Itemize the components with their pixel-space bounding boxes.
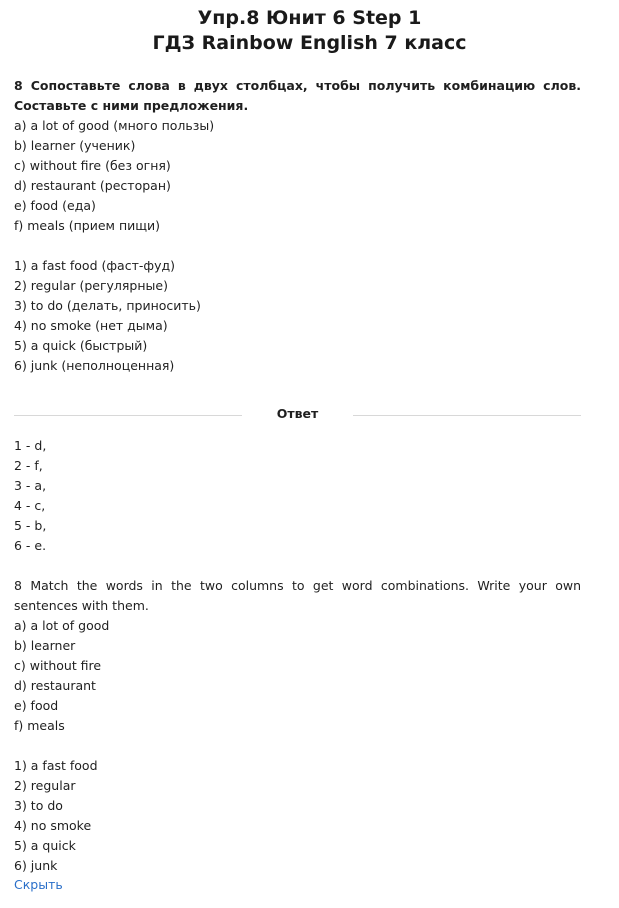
page-title <box>0 0 619 56</box>
list-item: 5) a quick (быстрый) <box>14 338 148 353</box>
list-item: d) restaurant <box>14 678 96 693</box>
task-instruction-ru: 8 Сопоставьте слова в двух столбцах, чтобы получить комбинацию слов. Составьте с ними предложения. <box>14 78 581 113</box>
list-item: e) food (еда) <box>14 198 96 213</box>
list-item: c) without fire <box>14 658 102 673</box>
word-list-en-left <box>14 616 581 736</box>
list-item: d) restaurant (ресторан) <box>14 178 171 193</box>
list-item: 6) junk (неполноценная) <box>14 358 175 373</box>
list-item: c) without fire (без огня) <box>14 158 171 173</box>
word-list-en-right <box>14 756 581 876</box>
list-item: b) learner <box>14 638 76 653</box>
word-list-ru-left <box>14 116 581 236</box>
answer-item: 2 - f, <box>14 458 43 473</box>
list-item: b) learner (ученик) <box>14 138 136 153</box>
answer-item: 5 - b, <box>14 518 47 533</box>
list-item: 4) no smoke <box>14 818 92 833</box>
answer-item: 6 - e. <box>14 538 47 553</box>
list-item: 2) regular (регулярные) <box>14 278 168 293</box>
word-list-ru-right <box>14 256 581 376</box>
task-instruction-en: 8 Match the words in the two columns to get word combinations. Write your own sentences with them. <box>14 578 581 613</box>
hide-answer-link[interactable]: Скрыть <box>14 877 63 892</box>
list-item: 4) no smoke (нет дыма) <box>14 318 168 333</box>
page-title-line-1: Упр.8 Юнит 6 Step 1 <box>197 7 422 29</box>
answer-item: 4 - c, <box>14 498 46 513</box>
list-item: 3) to do <box>14 798 63 813</box>
list-item: 1) a fast food <box>14 758 98 773</box>
answer-divider <box>14 404 581 426</box>
list-item: a) a lot of good (много пользы) <box>14 118 215 133</box>
list-item: 3) to do (делать, приносить) <box>14 298 201 313</box>
list-item: 2) regular <box>14 778 76 793</box>
list-item: 6) junk <box>14 858 58 873</box>
list-item: 5) a quick <box>14 838 76 853</box>
list-item: f) meals (прием пищи) <box>14 218 161 233</box>
page-title-line-2: ГДЗ Rainbow English 7 класс <box>152 32 467 54</box>
divider-line-right <box>353 415 581 416</box>
list-item: e) food <box>14 698 59 713</box>
answer-heading: Ответ <box>276 406 319 421</box>
list-item: 1) a fast food (фаст-фуд) <box>14 258 175 273</box>
list-item: f) meals <box>14 718 65 733</box>
list-item: a) a lot of good <box>14 618 110 633</box>
answer-item: 3 - a, <box>14 478 47 493</box>
answer-list <box>14 436 581 556</box>
answer-item: 1 - d, <box>14 438 47 453</box>
